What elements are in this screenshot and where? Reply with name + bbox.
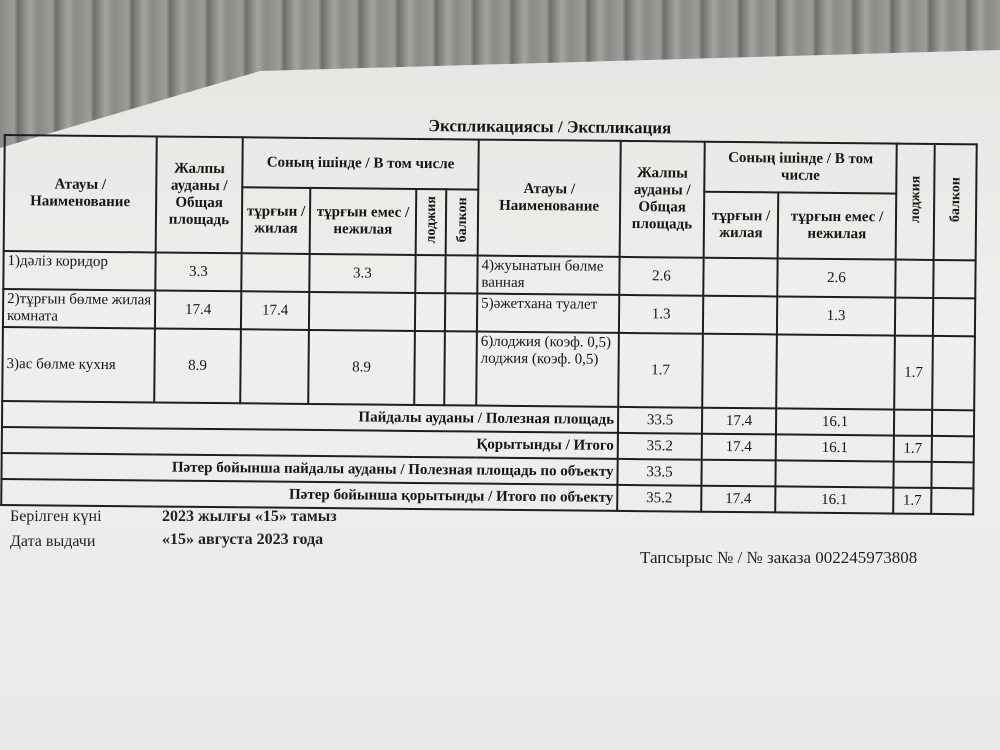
summary-balcony bbox=[932, 436, 974, 462]
room-total: 2.6 bbox=[619, 257, 703, 296]
summary-living: 17.4 bbox=[701, 486, 775, 513]
room-loggia bbox=[414, 331, 445, 405]
header-balcony-right: балкон bbox=[934, 144, 977, 260]
room-balcony bbox=[933, 298, 975, 336]
room-nonliving: 3.3 bbox=[309, 254, 415, 293]
room-name: 4)жуынатын бөлме ванная bbox=[477, 256, 619, 295]
summary-living: 17.4 bbox=[702, 434, 776, 461]
header-total-right: Жалпы ауданы / Общая площадь bbox=[620, 141, 705, 258]
room-total: 1.3 bbox=[619, 295, 703, 334]
document-title: Экспликациясы / Экспликация bbox=[428, 116, 672, 138]
summary-balcony bbox=[931, 488, 973, 514]
header-balcony-left: балкон bbox=[446, 189, 479, 255]
room-nonliving: 1.3 bbox=[777, 296, 895, 335]
room-loggia bbox=[415, 293, 445, 331]
header-living-left: тұрғын / жилая bbox=[242, 187, 311, 254]
header-loggia-left: лоджия bbox=[416, 189, 447, 255]
room-name: 5)әжетхана туалет bbox=[477, 294, 619, 333]
room-loggia bbox=[415, 255, 445, 293]
issue-date-ru-value: «15» августа 2023 года bbox=[162, 531, 324, 548]
room-balcony bbox=[933, 260, 975, 298]
table-row bbox=[2, 327, 975, 410]
room-living bbox=[702, 334, 777, 409]
header-nonliving-left: тұрғын емес / нежилая bbox=[310, 188, 417, 255]
room-balcony bbox=[445, 293, 477, 331]
room-name: 1)дәліз коридор bbox=[3, 251, 155, 290]
summary-loggia bbox=[893, 462, 931, 488]
issue-date-ru-label: Дата выдачи bbox=[10, 533, 96, 550]
summary-loggia: 1.7 bbox=[894, 436, 932, 462]
summary-label: Пайдалы ауданы / Полезная площадь bbox=[2, 401, 618, 433]
summary-label: Қорытынды / Итого bbox=[2, 427, 618, 459]
room-total: 3.3 bbox=[155, 252, 241, 291]
room-loggia bbox=[895, 298, 933, 336]
summary-nonliving: 16.1 bbox=[776, 434, 894, 461]
summary-label: Пәтер бойынша қорытынды / Итого по объекту bbox=[1, 479, 617, 511]
room-living bbox=[241, 253, 309, 292]
header-loggia-right: лоджия bbox=[896, 144, 935, 260]
explication-form bbox=[0, 112, 976, 515]
room-living bbox=[703, 296, 777, 335]
summary-total: 35.2 bbox=[617, 485, 701, 512]
room-name: 6)лоджия (коэф. 0,5) лоджия (коэф. 0,5) bbox=[476, 332, 619, 407]
room-name: 3)ас бөлме кухня bbox=[2, 327, 155, 402]
header-name-left: Атауы / Наименование bbox=[4, 135, 157, 252]
header-including-right: Соның ішінде / В том числе bbox=[704, 142, 896, 194]
room-nonliving bbox=[776, 334, 895, 409]
room-name: 2)тұрғын бөлме жилая комната bbox=[3, 289, 155, 328]
room-balcony bbox=[445, 255, 477, 293]
summary-total: 35.2 bbox=[618, 433, 702, 460]
issue-date-kk-label: Берілген күні bbox=[10, 508, 102, 525]
room-total: 1.7 bbox=[618, 333, 703, 408]
room-balcony bbox=[932, 336, 975, 410]
summary-balcony bbox=[932, 410, 974, 436]
header-total-left: Жалпы ауданы / Общая площадь bbox=[156, 136, 243, 253]
header-living-right: тұрғын / жилая bbox=[704, 192, 779, 259]
order-number: Тапсырыс № / № заказа 002245973808 bbox=[640, 548, 918, 567]
room-balcony bbox=[444, 331, 477, 405]
summary-balcony bbox=[931, 462, 973, 488]
room-total: 17.4 bbox=[155, 290, 241, 329]
room-nonliving: 8.9 bbox=[308, 330, 415, 405]
header-name-right: Атауы / Наименование bbox=[478, 140, 621, 257]
header-including-left: Соның ішінде / В том числе bbox=[242, 137, 478, 189]
room-total: 8.9 bbox=[154, 328, 241, 403]
summary-nonliving bbox=[775, 460, 893, 487]
room-living bbox=[240, 329, 309, 404]
room-loggia bbox=[895, 260, 933, 298]
issue-date-kk-value: 2023 жылғы «15» тамыз bbox=[162, 508, 337, 525]
room-living: 17.4 bbox=[241, 291, 309, 330]
room-nonliving bbox=[309, 292, 415, 331]
summary-living: 17.4 bbox=[702, 408, 776, 435]
explication-table bbox=[0, 134, 978, 515]
summary-total: 33.5 bbox=[617, 459, 701, 486]
summary-label: Пәтер бойынша пайдалы ауданы / Полезная площадь по объекту bbox=[1, 453, 617, 485]
room-loggia: 1.7 bbox=[894, 336, 933, 410]
summary-total: 33.5 bbox=[618, 407, 702, 434]
summary-living bbox=[701, 460, 775, 487]
room-nonliving: 2.6 bbox=[777, 258, 895, 297]
header-nonliving-right: тұрғын емес / нежилая bbox=[778, 192, 897, 259]
summary-loggia bbox=[894, 410, 932, 436]
room-living bbox=[703, 258, 777, 297]
summary-loggia: 1.7 bbox=[893, 488, 931, 514]
summary-nonliving: 16.1 bbox=[775, 486, 893, 513]
summary-nonliving: 16.1 bbox=[776, 408, 894, 435]
